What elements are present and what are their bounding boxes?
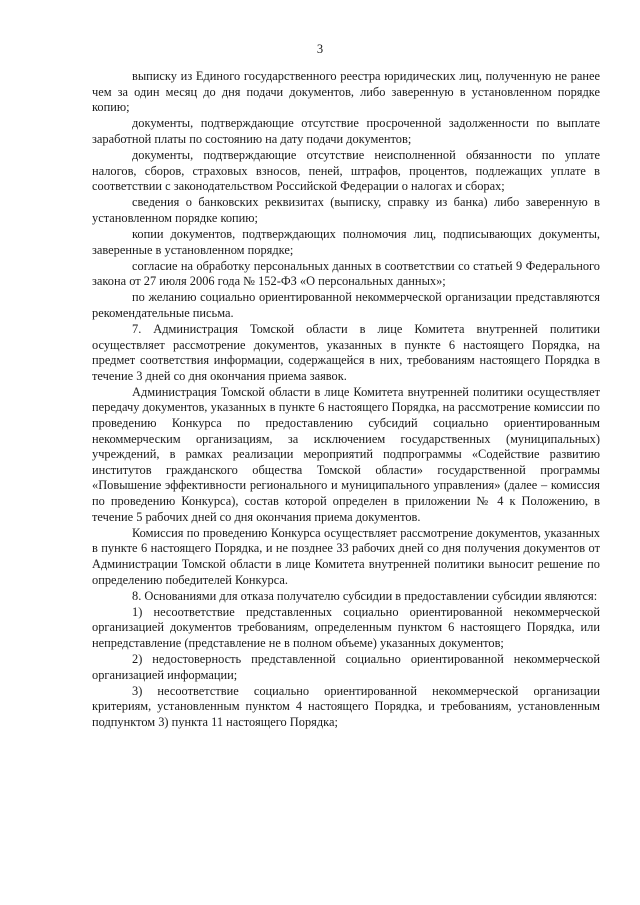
page-number: 3	[316, 42, 324, 56]
paragraph-recommendation-letters: по желанию социально ориентированной некоммерческой организации представляются рекомендательные письма.	[92, 290, 600, 320]
paragraph-bank-details: сведения о банковских реквизитах (выписку, справку из банка) либо заверенную в установленном порядке копию;	[92, 195, 600, 225]
paragraph-tax-obligations: документы, подтверждающие отсутствие неисполненной обязанности по уплате налогов, сборов, страховых взносов, пеней, штрафов, процентов, подлежащих уплате в соответствии с законодательством Российской Федерации о налогах и сборах;	[92, 147, 600, 194]
paragraph-clause-8: 8. Основаниями для отказа получателю субсидии в предоставлении субсидии являются:	[132, 588, 598, 603]
paragraph-refusal-ground-1: 1) несоответствие представленных социально ориентированной некоммерческой организацией документов требованиям, определенным пунктом 6 настоящего Порядка, или непредставление (представление не в полном объеме) указанных документов;	[92, 604, 600, 650]
paragraph-personal-data-consent: согласие на обработку персональных данных в соответствии со статьей 9 Федерального закона от 27 июля 2006 года № 152-ФЗ «О персональных данных»;	[92, 258, 600, 289]
document-body	[92, 69, 600, 730]
paragraph-refusal-ground-2: 2) недостоверность представленной социально ориентированной некоммерческой организацией информации;	[92, 651, 600, 682]
paragraph-authority-copies: копии документов, подтверждающих полномочия лиц, подписывающих документы, заверенные в установленном порядке;	[92, 226, 600, 257]
paragraph-commission-review: Комиссия по проведению Конкурса осуществляет рассмотрение документов, указанных в пункте 6 настоящего Порядка, и не позднее 33 рабочих дней со дня получения документов от Администрации Томской области в лице Комитета внутренней политики выносит решение по определению победителей Конкурса.	[92, 525, 600, 587]
paragraph-clause-7: 7. Администрация Томской области в лице Комитета внутренней политики осуществляет рассмотрение документов, указанных в пункте 6 настоящего Порядка, на предмет соответствия информации, содержащейся в них, требованиям настоящего Порядка в течение 3 дней со дня окончания приема заявок.	[92, 322, 600, 383]
paragraph-document-transfer: Администрация Томской области в лице Комитета внутренней политики осуществляет передачу документов, указанных в пункте 6 настоящего Порядка, на рассмотрение комиссии по проведению Конкурса по предоставлению субсидий социально ориентированным некоммерческим организациям, за исключением государственных (муниципальных) учреждений, в рамках реализации мероприятий подпрограммы «Содействие развитию институтов гражданского общества Томской области» государственной программы «Повышение эффективности регионального и муниципального управления» (далее – комиссия по проведению Конкурса), состав которой определен в приложении № 4 к Положению, в течение 5 рабочих дней со дня окончания приема документов.	[92, 384, 600, 524]
paragraph-salary-debt: документы, подтверждающие отсутствие просроченной задолженности по выплате заработной платы по состоянию на дату подачи документов;	[92, 116, 600, 146]
paragraph-egrul-extract: выписку из Единого государственного реестра юридических лиц, полученную не ранее чем за один месяц до дня подачи документов, либо заверенную в установленном порядке копию;	[92, 69, 600, 115]
paragraph-refusal-ground-3: 3) несоответствие социально ориентированной некоммерческой организации критериям, установленным пунктом 4 настоящего Порядка, и требованиям, установленным подпунктом 3) пункта 11 настоящего Порядка;	[92, 683, 600, 729]
